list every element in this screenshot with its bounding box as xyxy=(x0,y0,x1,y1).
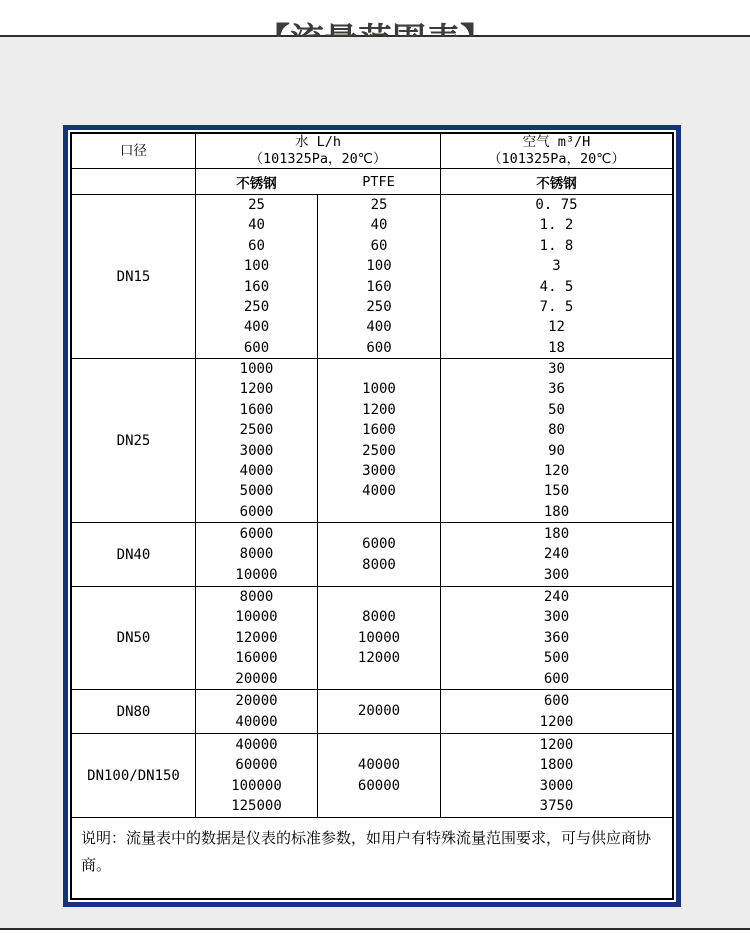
header-water-conditions: （101325Pa，20℃） xyxy=(249,151,387,167)
content-area xyxy=(0,37,750,928)
diameter-label-dn50: DN50 xyxy=(116,630,151,646)
water-ss-values-dn25: 1000 1200 1600 2500 3000 4000 5000 6000 xyxy=(195,359,317,522)
table-row-dn15 xyxy=(72,194,672,358)
water-ptfe-values-dn100-dn150: 40000 60000 xyxy=(317,734,440,817)
subheader-water-ptfe: PTFE xyxy=(362,173,395,190)
water-ptfe-values-dn25: 1000 1200 1600 2500 3000 4000 xyxy=(317,359,440,522)
water-ss-values-dn80: 20000 40000 xyxy=(195,690,317,733)
header-water-cell xyxy=(195,134,440,168)
table-note: 说明：流量表中的数据是仪表的标准参数，如用户有特殊流量范围要求，可与供应商协商。 xyxy=(72,817,672,898)
air-ss-values-dn15: 0. 75 1. 2 1. 8 3 4. 5 7. 5 12 18 xyxy=(440,195,672,358)
air-ss-values-dn80: 600 1200 xyxy=(440,690,672,733)
table-row-dn50 xyxy=(72,586,672,689)
subheader-air-stainless: 不锈钢 xyxy=(440,169,672,194)
flow-range-table-inner xyxy=(70,132,674,900)
header-diameter-label: 口径 xyxy=(120,142,147,159)
air-ss-values-dn50: 240 300 360 500 600 xyxy=(440,587,672,689)
header-air-title: 空气 m³/H xyxy=(522,134,591,150)
air-ss-values-dn100-dn150: 1200 1800 3000 3750 xyxy=(440,734,672,817)
flow-range-table xyxy=(63,125,681,907)
diameter-label-dn40: DN40 xyxy=(116,546,151,563)
water-ptfe-values-dn15: 25 40 60 100 160 250 400 600 xyxy=(317,195,440,358)
bottom-divider xyxy=(0,928,750,930)
subheader-water-stainless: 不锈钢 xyxy=(195,169,317,194)
water-ss-values-dn100-dn150: 40000 60000 100000 125000 xyxy=(195,734,317,817)
table-row-dn40 xyxy=(72,522,672,586)
diameter-label-dn15: DN15 xyxy=(116,268,151,285)
water-ss-values-dn15: 25 40 60 100 160 250 400 600 xyxy=(195,195,317,358)
header-diameter-cell xyxy=(72,134,195,168)
table-row-dn80 xyxy=(72,689,672,733)
water-ss-values-dn40: 6000 8000 10000 xyxy=(195,523,317,586)
air-ss-values-dn25: 30 36 50 80 90 120 150 180 xyxy=(440,359,672,522)
header-air-cell xyxy=(440,134,672,168)
air-ss-values-dn40: 180 240 300 xyxy=(440,523,672,586)
table-row-dn100-dn150 xyxy=(72,733,672,817)
table-header-row xyxy=(72,134,672,168)
subheader-empty-cell xyxy=(72,169,195,194)
header-air-conditions: （101325Pa，20℃） xyxy=(488,151,625,167)
water-ptfe-values-dn80: 20000 xyxy=(317,690,440,733)
water-ptfe-values-dn50: 8000 10000 12000 xyxy=(317,587,440,689)
diameter-label-dn100-dn150: DN100/DN150 xyxy=(87,767,180,784)
table-row-dn25 xyxy=(72,358,672,522)
diameter-label-dn80: DN80 xyxy=(116,703,151,720)
diameter-label-dn25: DN25 xyxy=(116,432,151,449)
header-water-title: 水 L/h xyxy=(294,134,341,150)
water-ptfe-values-dn40: 6000 8000 xyxy=(317,523,440,586)
table-subheader-row xyxy=(72,168,672,194)
water-ss-values-dn50: 8000 10000 12000 16000 20000 xyxy=(195,587,317,689)
